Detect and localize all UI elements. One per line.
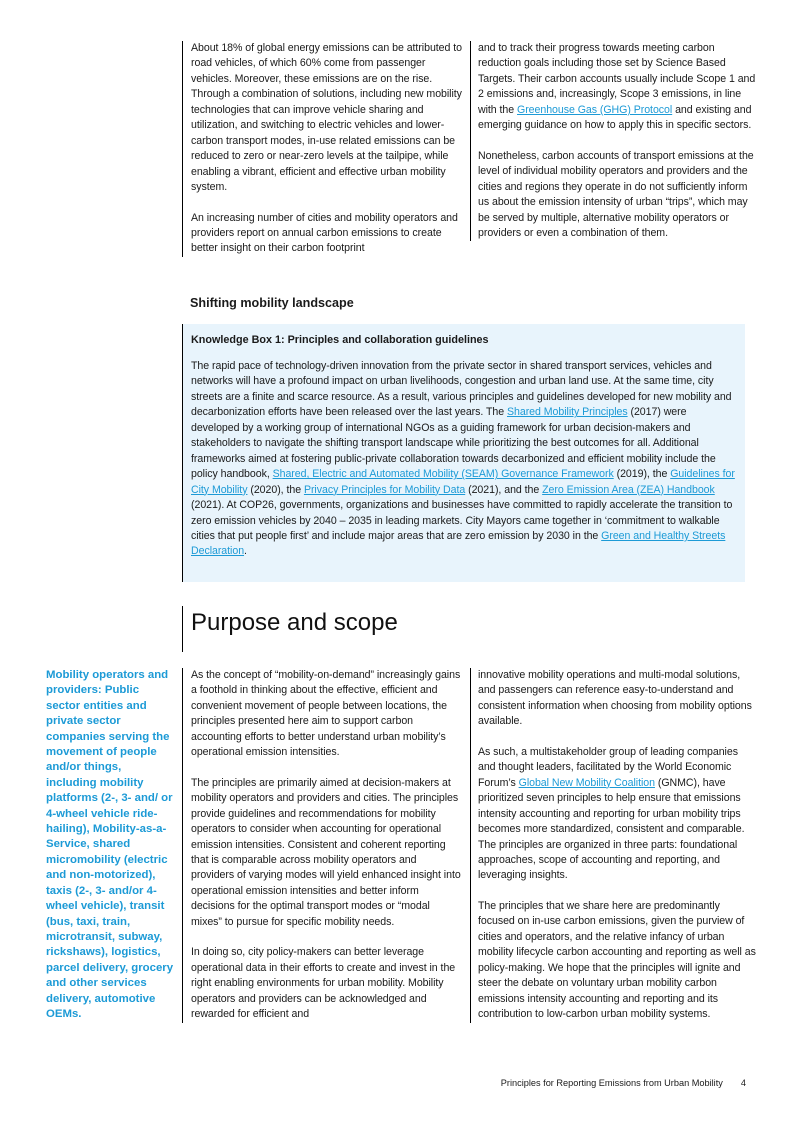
knowledge-box-title: Knowledge Box 1: Principles and collaboration guidelines xyxy=(191,334,489,346)
seam-framework-link[interactable]: Shared, Electric and Automated Mobility (SEAM) Governance Framework xyxy=(272,468,614,481)
knowledge-box-body: The rapid pace of technology-driven innovation from the private sector in shared transport services, vehicles and networks will have a profound impact on urban livelihoods, congestion and urban land use. At the same time, city streets are a finite and scarce resource. As a result, various principles and guidelines developed for new mobility and decarbonization efforts have been released over the last years. The Shared Mobility Principles (2017) were developed by a working group of international NGOs as a guiding framework for urban decision-makers and stakeholders to navigate the shifting transport landscape while prioritizing the best outcomes for all. Additional frameworks aimed at fostering public-private collaboration towards decarbonized and efficient mobility include the policy handbook, Shared, Electric and Automated Mobility (SEAM) Governance Framework (2019), the Guidelines for City Mobility (2020), the Privacy Principles for Mobility Data (2021), and the Zero Emission Area (ZEA) Handbook (2021). At COP26, governments, organizations and businesses have committed to rapidly accelerate the transition to zero emission vehicles by 2040 – 2035 in leading markets. City Mayors came together in ‘commitment to walkable cities that put people first’ and include major areas that are zero emission by 2030 in the Green and Healthy Streets Declaration. xyxy=(191,360,735,558)
paragraph: An increasing number of cities and mobility operators and providers report on annual carbon emissions to create better insight on their carbon footprint xyxy=(191,211,458,255)
sidebar-definition: Mobility operators and providers: Public sector entities and private sector companies serving the movement of people and/or things, including mobility platforms (2-, 3- and/ or 4-wheel vehicle ride-hailing), Mobility-as-a-Service, shared micromobility (electric and non-motorized), taxis (2-, 3- and/or 4-wheel vehicle), transit (bus, taxi, train, microtransit, subway, rickshaws), logistics, parcel delivery, grocery and other services delivery, automotive OEMs. xyxy=(46,669,174,1020)
zea-handbook-link[interactable]: Zero Emission Area (ZEA) Handbook xyxy=(542,483,715,496)
ghg-protocol-link[interactable]: Greenhouse Gas (GHG) Protocol xyxy=(517,103,673,116)
paragraph: In doing so, city policy-makers can better leverage operational data in their efforts to create and invest in the right enabling environments for urban mobility. Mobility operators and providers can be acknowledged and rewarded for efficient and xyxy=(191,946,456,1021)
page-title: Purpose and scope xyxy=(182,606,398,652)
green-healthy-streets-link[interactable]: Green and Healthy Streets Declaration xyxy=(191,529,726,558)
paragraph: As such, a multistakeholder group of leading companies and thought leaders, facilitated by the World Economic Forum’s Global New Mobility Coalition (GNMC), have prioritized seven principles to help ensure that emissions intensity accounting and reporting for urban mobility trips becomes more standardized, consistent and comparable. The principles are organized in three parts: foundational approaches, scope of accounting and reporting, and leveraging insights. xyxy=(478,745,745,882)
intro-right-column xyxy=(470,41,756,241)
paragraph: Nonetheless, carbon accounts of transport emissions at the level of individual mobility operators and providers and the cities and regions they operate in do not sufficiently inform us about the emission intensity of urban “trips”, which may be served by multiple, alternative mobility operators or providers or even a combination of them. xyxy=(478,149,754,239)
paragraph: As the concept of “mobility-on-demand” increasingly gains a foothold in thinking about the effective, efficient and convenient movement of people between locations, the principles presented here aim to support carbon accounting efforts to better understand urban mobility’s operational emission intensities. xyxy=(191,669,461,759)
knowledge-box xyxy=(182,324,745,582)
footer-title: Principles for Reporting Emissions from Urban Mobility xyxy=(500,1078,723,1088)
paragraph: About 18% of global energy emissions can be attributed to road vehicles, of which 60% come from passenger vehicles. Moreover, these emissions are on the rise. Through a combination of solutions, including new mobility technologies that can improve vehicle sharing and utilization, and switching to electric vehicles and lower-carbon transport modes, in-use related emissions can be reduced to zero or near-zero levels at the tailpipe, while enabling a vibrant, efficient and effective urban mobility system. xyxy=(191,42,462,194)
purpose-right-column xyxy=(470,668,756,1023)
gnmc-link[interactable]: Global New Mobility Coalition xyxy=(518,776,655,789)
paragraph: and to track their progress towards meeting carbon reduction goals including those set by Science Based Targets. Their carbon accounts usually include Scope 1 and 2 emissions and, increasingly, Scope 3 emissions, in line with the Greenhouse Gas (GHG) Protocol and existing and emerging guidance on how to apply this in specific sectors. xyxy=(478,42,756,132)
page-footer xyxy=(501,1076,746,1090)
intro-left-column xyxy=(182,41,462,257)
section-heading: Shifting mobility landscape xyxy=(190,296,354,310)
page-number: 4 xyxy=(740,1078,746,1088)
city-mobility-guidelines-link[interactable]: Guidelines for City Mobility xyxy=(191,468,735,496)
shared-mobility-principles-link[interactable]: Shared Mobility Principles xyxy=(507,406,628,419)
paragraph: The principles that we share here are predominantly focused on in-use carbon emissions, given the purview of cities and operators, and the relative infancy of urban mobility lifecycle carbon accounting and reporting as well as policy-making. We hope that the principles will ignite and steer the debate on voluntary urban mobility carbon emissions intensity accounting and reporting and its contribution to low-carbon urban mobility systems. xyxy=(478,899,756,1021)
paragraph: The principles are primarily aimed at decision-makers at mobility operators and providers and cities. The principles provide guidelines and recommendations for mobility operators to consider when accounting for operational emission intensities. Consistent and coherent reporting that is comparable across mobility operators and providers of varying modes will yield enhanced insight into operational emission intensities and better inform decisions for the optimal transport modes or “modal mixes” to pursue for specific mobility needs. xyxy=(191,776,461,928)
privacy-principles-link[interactable]: Privacy Principles for Mobility Data xyxy=(303,483,466,496)
paragraph: innovative mobility operations and multi-modal solutions, and passengers can reference easy-to-understand and consistent information when choosing from mobility options available. xyxy=(478,669,752,728)
purpose-left-column xyxy=(182,668,462,1023)
